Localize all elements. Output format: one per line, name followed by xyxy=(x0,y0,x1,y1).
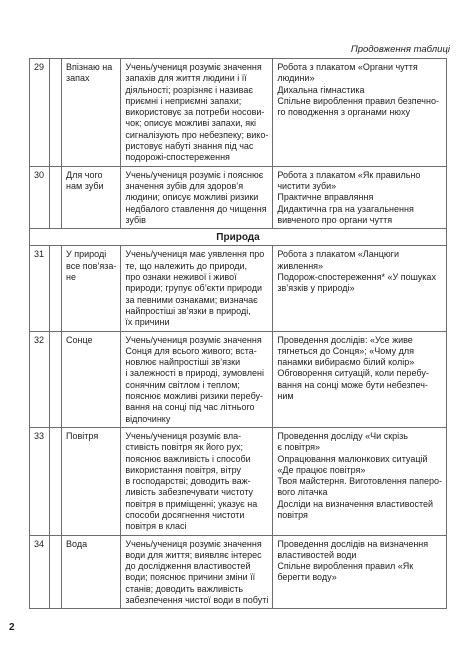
learning-activities-line: Досліди на визначення властивостей xyxy=(277,498,434,509)
date-cell xyxy=(50,331,62,427)
expected-results-line: Учень/учениця розуміє значення xyxy=(125,538,262,549)
learning-activities-line: Проведення дослідів на визначення xyxy=(277,538,429,549)
expected-results-line: станів; доводить важливість xyxy=(125,583,244,594)
expected-results-line: їх причини xyxy=(125,317,170,328)
expected-results-line: чок; описує можливі запахи, які xyxy=(125,118,257,129)
expected-results-line: стивість повітря як його рух; xyxy=(125,442,244,453)
expected-results-line: Учень/учениця розуміє значення xyxy=(125,62,262,72)
lesson-topic xyxy=(62,166,121,228)
expected-results xyxy=(121,535,273,609)
table-row xyxy=(30,427,447,535)
learning-activities-line: Дидактична гра на узагальнення xyxy=(277,203,414,214)
learning-activities-line: Робота з плакатом «Органи чуття xyxy=(277,62,418,72)
learning-activities-line: чистити зуби» xyxy=(277,180,337,191)
expected-results-line: подорожі-спостереження xyxy=(125,152,230,163)
expected-results-line: за певними ознаками; визначає xyxy=(125,294,258,305)
table-row xyxy=(30,331,447,427)
date-cell xyxy=(50,166,62,228)
learning-activities-line: Проведення досліду «Чи скрізь xyxy=(277,430,408,441)
lesson-topic-line: запах xyxy=(66,73,90,84)
date-cell xyxy=(50,535,62,609)
lesson-topic-line: нам зуби xyxy=(66,180,104,191)
expected-results-line: і залежності в природі, зумовлені xyxy=(125,368,264,379)
expected-results-line: про ознаки неживої і живої xyxy=(125,272,237,283)
expected-results-line: діяльності; розрізняє і називає xyxy=(125,84,253,95)
expected-results-line: пояснює важливість і способи xyxy=(125,453,251,464)
learning-activities-line: Спільне вироблення правил «Як xyxy=(277,561,414,572)
lesson-number: 31 xyxy=(30,246,50,331)
table-body-health xyxy=(30,59,447,229)
expected-results xyxy=(121,427,273,535)
learning-activities-line: людини» xyxy=(277,73,315,84)
lesson-topic-line: все пов’яза- xyxy=(66,260,117,271)
expected-results-line: ристовує набуті знання під час xyxy=(125,141,254,152)
learning-activities-line: тягнеться до Сонця»; «Чому для xyxy=(277,345,414,356)
expected-results-line: пояснює можливі ризики перебу- xyxy=(125,391,264,402)
date-cell xyxy=(50,427,62,535)
lesson-number: 32 xyxy=(30,331,50,427)
expected-results-line: Учень/учениця розуміє вла- xyxy=(125,430,242,441)
learning-activities-line: ним xyxy=(277,391,294,402)
learning-activities-line: Опрацювання малюнкових ситуацій xyxy=(277,453,428,464)
learning-activities-line: властивостей води xyxy=(277,549,357,560)
lesson-number: 29 xyxy=(30,59,50,167)
expected-results-line: відпочинку xyxy=(125,413,171,424)
expected-results xyxy=(121,246,273,331)
lesson-number: 30 xyxy=(30,166,50,228)
expected-results-line: Учень/учениця розуміє значення xyxy=(125,334,262,345)
learning-activities-line: берегти воду» xyxy=(277,572,337,583)
expected-results-line: в господарстві; доводить важ- xyxy=(125,476,251,487)
expected-results-line: природи; групує об’єкти природи xyxy=(125,283,262,294)
learning-activities xyxy=(273,59,447,167)
table-row xyxy=(30,59,447,167)
expected-results-line: сонячним світлом і теплом; xyxy=(125,379,240,390)
lesson-topic xyxy=(62,59,121,167)
lesson-topic-line: Для чого xyxy=(66,169,103,180)
learning-activities-line: Подорож-спостереження* «У пошуках xyxy=(277,272,436,283)
page-number: 2 xyxy=(9,622,15,633)
expected-results-line: Сонця для всього живого; вста- xyxy=(125,345,257,356)
lesson-topic-line: Повітря xyxy=(66,430,99,441)
expected-results xyxy=(121,166,273,228)
learning-activities-line: Обговорення ситуацій, коли перебу- xyxy=(277,368,429,379)
expected-results-line: сигналізують про небезпеку; вико- xyxy=(125,129,269,140)
table-continued-caption: Продовження таблиці xyxy=(350,44,450,55)
learning-activities-line: живлення» xyxy=(277,260,324,271)
section-row xyxy=(30,229,447,246)
lesson-topic-line: У природі xyxy=(66,249,107,260)
section-title: Природа xyxy=(30,229,447,246)
learning-activities-line: вивченого про органи чуття xyxy=(277,214,393,225)
learning-activities-line: зв’язків у природі» xyxy=(277,283,355,294)
expected-results-line: забезпечення чистої води в побуті xyxy=(125,595,269,606)
expected-results-line: Учень/учениця має уявлення про xyxy=(125,249,265,260)
learning-activities-line: вого літачка xyxy=(277,487,328,498)
expected-results-line: ливість забезпечувати чистоту xyxy=(125,487,254,498)
learning-activities-line: Твоя майстерня. Виготовлення паперо- xyxy=(277,476,442,487)
learning-activities-line: вання на сонці може бути небезпеч- xyxy=(277,379,428,390)
table-row xyxy=(30,246,447,331)
table-body-section xyxy=(30,229,447,246)
expected-results-line: використовує за потреби носови- xyxy=(125,107,265,118)
learning-activities-line: Спільне вироблення правил безпечно- xyxy=(277,95,439,106)
learning-activities-line: панамки вибираємо білий колір» xyxy=(277,357,415,368)
learning-activities-line: повітря xyxy=(277,509,308,520)
expected-results-line: недбалого ставлення до чищення xyxy=(125,203,267,214)
date-cell xyxy=(50,59,62,167)
learning-activities xyxy=(273,535,447,609)
learning-activities-line: Дихальна гімнастика xyxy=(277,84,365,95)
expected-results-line: Учень/учениця розуміє і пояснює xyxy=(125,169,264,180)
expected-results-line: приємні і неприємні запахи; xyxy=(125,95,242,106)
lesson-topic xyxy=(62,331,121,427)
expected-results-line: зубів xyxy=(125,214,146,225)
learning-activities xyxy=(273,427,447,535)
expected-results-line: новлює найпростіші зв’язки xyxy=(125,357,241,368)
learning-activities xyxy=(273,331,447,427)
expected-results xyxy=(121,331,273,427)
learning-activities-line: го поводження з органами нюху xyxy=(277,107,410,118)
learning-activities-line: є повітря» xyxy=(277,442,321,453)
table-row xyxy=(30,166,447,228)
lesson-plan-table xyxy=(29,58,447,609)
expected-results-line: повітря в приміщенні; указує на xyxy=(125,498,258,509)
lesson-topic-line: Впізнаю на xyxy=(66,62,113,72)
expected-results-line: вання на сонці під час літнього xyxy=(125,402,255,413)
table-body-nature xyxy=(30,246,447,609)
expected-results xyxy=(121,59,273,167)
lesson-topic xyxy=(62,535,121,609)
expected-results-line: людини; описує можливі ризики xyxy=(125,192,259,203)
lesson-topic xyxy=(62,427,121,535)
table-row xyxy=(30,535,447,609)
expected-results-line: води для життя; виявляє інтерес xyxy=(125,549,262,560)
expected-results-line: способи досягнення чистоти xyxy=(125,509,245,520)
expected-results-line: до дослідження властивостей xyxy=(125,561,251,572)
learning-activities-line: Проведення дослідів: «Усе живе xyxy=(277,334,413,345)
expected-results-line: використання повітря, вітру xyxy=(125,464,241,475)
expected-results-line: найпростіші зв’язки в природі, xyxy=(125,305,251,316)
expected-results-line: запахів для життя людини і її xyxy=(125,73,247,84)
learning-activities xyxy=(273,246,447,331)
learning-activities-line: Робота з плакатом «Як правильно xyxy=(277,169,421,180)
expected-results-line: значення зубів для здоров’я xyxy=(125,180,244,191)
expected-results-line: води; пояснює причини зміни її xyxy=(125,572,256,583)
lesson-topic-line: Вода xyxy=(66,538,88,549)
expected-results-line: повітря в класі xyxy=(125,521,187,532)
lesson-topic xyxy=(62,246,121,331)
lesson-number: 34 xyxy=(30,535,50,609)
lesson-number: 33 xyxy=(30,427,50,535)
learning-activities-line: «Де працює повітря» xyxy=(277,464,366,475)
expected-results-line: те, що належить до природи, xyxy=(125,260,247,271)
date-cell xyxy=(50,246,62,331)
learning-activities-line: Практичне вправляння xyxy=(277,192,374,203)
lesson-topic-line: Сонце xyxy=(66,334,93,345)
learning-activities xyxy=(273,166,447,228)
lesson-topic-line: не xyxy=(66,272,77,283)
learning-activities-line: Робота з плакатом «Ланцюги xyxy=(277,249,399,260)
